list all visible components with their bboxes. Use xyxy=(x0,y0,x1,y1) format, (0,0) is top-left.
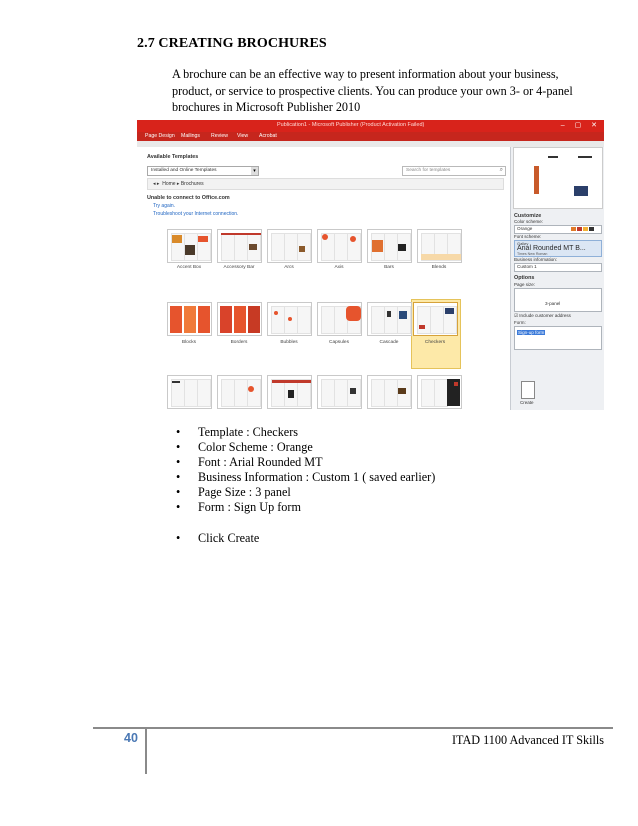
template-thumb[interactable] xyxy=(367,375,412,409)
chevron-down-icon: ▾ xyxy=(251,167,258,175)
create-label: Create xyxy=(520,400,534,405)
template-capsules[interactable] xyxy=(317,302,362,336)
font-scheme-label: Font scheme: xyxy=(514,234,542,239)
template-thumb[interactable] xyxy=(217,375,262,409)
business-info-dropdown[interactable] xyxy=(514,263,602,272)
template-caption: Cascade xyxy=(379,340,399,345)
tab-acrobat[interactable]: Acrobat xyxy=(259,133,277,139)
template-checkers[interactable] xyxy=(413,302,458,336)
template-thumb[interactable] xyxy=(417,375,462,409)
create-button[interactable] xyxy=(515,379,541,409)
template-caption: Borders xyxy=(230,340,248,345)
page-size-dropdown[interactable] xyxy=(514,288,602,312)
search-templates-input[interactable] xyxy=(402,166,506,176)
window-title: Publication1 - Microsoft Publisher (Product Activation Failed) xyxy=(277,122,425,128)
intro-paragraph: A brochure can be an effective way to present information about your business, product, or service to prospective clients. You can produce your own 3- or 4-panel brochures in Microsoft Publisher 2010 xyxy=(172,67,573,114)
form-value: Sign-up form xyxy=(518,330,545,335)
troubleshoot-link[interactable]: Troubleshoot your Internet connection. xyxy=(153,211,239,217)
breadcrumb-path[interactable]: Home ▸ Brochures xyxy=(162,181,204,187)
try-again-link[interactable]: Try again. xyxy=(153,203,176,209)
template-thumb[interactable] xyxy=(267,375,312,409)
form-label: Form: xyxy=(514,320,526,325)
template-caption: Accent Box xyxy=(176,265,202,270)
template-caption: Arcs xyxy=(284,265,294,270)
action-list xyxy=(176,531,259,546)
form-dropdown[interactable] xyxy=(514,326,602,350)
template-caption: Blocks xyxy=(181,340,197,345)
page-size-value: 3-panel xyxy=(545,301,561,306)
template-bars[interactable] xyxy=(367,229,412,263)
publisher-screenshot xyxy=(137,120,604,410)
template-caption: Accessory Bar xyxy=(223,265,255,270)
template-bubbles[interactable] xyxy=(267,302,312,336)
template-caption: Bubbles xyxy=(280,340,298,345)
list-item: • Business Information : Custom 1 ( saved earlier) xyxy=(176,470,435,485)
customize-heading: Customize xyxy=(514,213,542,219)
list-item: • Click Create xyxy=(176,531,259,546)
search-icon: ⌕ xyxy=(499,167,503,173)
window-controls-icon: – ▢ ✕ xyxy=(560,122,601,129)
include-address-checkbox[interactable]: ☑ Include customer address xyxy=(514,313,571,318)
customize-pane xyxy=(510,147,604,410)
template-accent-box[interactable] xyxy=(167,229,212,263)
tab-page-design[interactable]: Page Design xyxy=(145,133,175,139)
list-item: • Color Scheme : Orange xyxy=(176,440,435,455)
tab-view[interactable]: View xyxy=(237,133,249,139)
footer-rule xyxy=(93,727,613,729)
template-accessory-bar[interactable] xyxy=(217,229,262,263)
templates-dropdown[interactable] xyxy=(147,166,259,176)
settings-list xyxy=(176,425,435,515)
ribbon-tabs xyxy=(137,132,604,141)
back-forward-icon[interactable]: ◂ ▸ xyxy=(153,181,161,187)
font-scheme-sub: Times New Roman xyxy=(517,252,548,256)
list-item: • Font : Arial Rounded MT xyxy=(176,455,435,470)
template-thumb[interactable] xyxy=(317,375,362,409)
template-caption: Axis xyxy=(334,265,344,270)
list-item: • Template : Checkers xyxy=(176,425,435,440)
template-caption: Bars xyxy=(384,265,394,270)
page-size-label: Page size: xyxy=(514,282,536,287)
template-thumb[interactable] xyxy=(167,375,212,409)
font-scheme-dropdown[interactable] xyxy=(514,240,602,257)
footer-divider xyxy=(145,729,147,774)
include-address-label: Include customer address xyxy=(519,313,571,318)
tab-review[interactable]: Review xyxy=(211,133,229,139)
page-number: 40 xyxy=(124,731,138,745)
font-scheme-top: Galley xyxy=(517,241,529,246)
footer-title: ITAD 1100 Advanced IT Skills xyxy=(451,733,604,747)
brochure-preview xyxy=(513,147,603,209)
unable-message: Unable to connect to Office.com xyxy=(147,195,230,201)
color-scheme-value: Orange xyxy=(517,226,533,231)
font-scheme-value: Arial Rounded MT B... xyxy=(517,245,586,252)
template-blends[interactable] xyxy=(417,229,462,263)
color-scheme-dropdown[interactable] xyxy=(514,225,602,234)
template-caption: Capsules xyxy=(329,340,349,345)
template-axis[interactable] xyxy=(317,229,362,263)
color-scheme-label: Color scheme: xyxy=(514,219,544,224)
document-icon xyxy=(521,381,535,399)
template-arcs[interactable] xyxy=(267,229,312,263)
templates-dropdown-value: Installed and Online Templates xyxy=(151,168,217,173)
templates-pane xyxy=(137,147,510,410)
list-item: • Page Size : 3 panel xyxy=(176,485,435,500)
tab-mailings[interactable]: Mailings xyxy=(181,133,201,139)
search-placeholder: Search for templates xyxy=(406,168,451,173)
section-heading: 2.7 CREATING BROCHURES xyxy=(137,36,327,51)
list-item: • Form : Sign Up form xyxy=(176,500,435,515)
template-borders[interactable] xyxy=(217,302,262,336)
template-caption: Blends xyxy=(431,265,447,270)
breadcrumb xyxy=(147,178,504,190)
template-caption: Checkers xyxy=(424,340,446,345)
template-cascade[interactable] xyxy=(367,302,412,336)
business-info-value: Custom 1 xyxy=(517,264,537,269)
available-templates-label: Available Templates xyxy=(147,154,199,160)
template-blocks[interactable] xyxy=(167,302,212,336)
business-info-label: Business information: xyxy=(514,257,558,262)
options-heading: Options xyxy=(514,275,535,281)
